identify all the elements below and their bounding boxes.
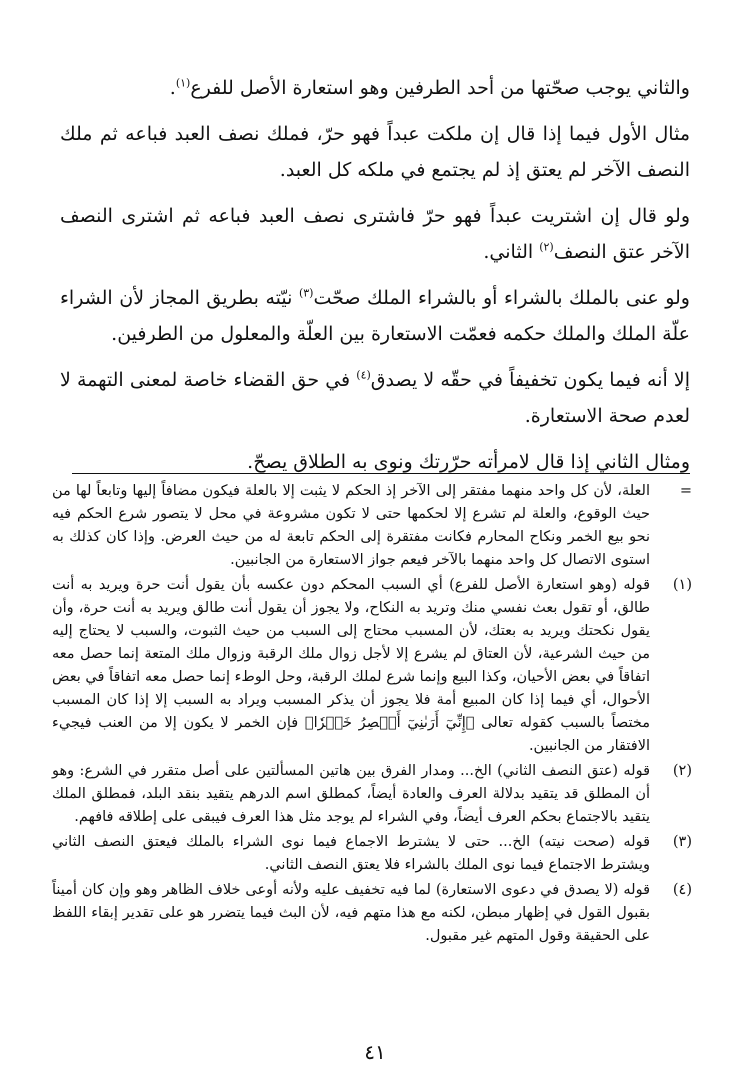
footnote-text: قوله (لا يصدق في دعوى الاستعارة) لما فيه تخفيف عليه ولأنه أوعى خلاف الظاهر وهو وإن كان أميناً بقبول القول في إظهار مبطن، لكنه مع هذا متهم فيه، لأن البث فيما يتضرر هو على تقدير إبقاء اللفظ على الحقيقة وقول المتهم غير مقبول. xyxy=(52,882,650,944)
footnote-text: قوله (عتق النصف الثاني) الخ... ومدار الفرق بين هاتين المسألتين على أصل متقرر في الشرع: وهو أن المطلق قد يتقيد بدلالة العرف والعادة أيضاً، كمطلق اسم الدرهم يتقيد بنقد البلد، فمطلق الملك يتقيد بالاجتماع بحكم العرف أيضاً، وفي الشراء لم يوجد مثل هذا العرف فيبقى على إطلاقه فافهم. xyxy=(52,763,651,825)
footnote-4 xyxy=(52,879,692,948)
footnote-text: العلة، لأن كل واحد منهما مفتقر إلى الآخر إذ الحكم لا يثبت إلا بالعلة فيكون مضافاً إليها وتابعاً لها من حيث الوقوع، والعلة لم تشرع إلا لحكمها حتى لا تكون مشروعة في محل لا يتصور شرع الحكم فيه نحو بيع الخمر ونكاح المحارم فكانت مفتقرة إلى الحكم تابعة له من حيث العرض. وإذا كان كذلك به استوى الاتصال كل واحد منهما بالآخر فيعم جواز الاستعارة من الجانبين. xyxy=(52,483,650,568)
footnote-marker: (١) xyxy=(672,577,692,593)
footnote-marker: (٢) xyxy=(672,763,692,779)
main-paragraph-6: ومثال الثاني إذا قال لامرأته حرّرتك ونوى به الطلاق يصحّ. xyxy=(247,451,690,473)
footnote-2 xyxy=(52,760,692,829)
main-paragraph-4: ولو عنى بالملك بالشراء أو بالشراء الملك صحّت$^{(٣)}$ نيّته بطريق المجاز لأن الشراء علّة الملك والملك حكمه فعمّت الاستعارة بين العلّة والمعلول من الطرفين. xyxy=(60,286,690,345)
footnote-ref-1[interactable]: (١) xyxy=(175,76,191,90)
footnote-ref-4[interactable]: (٤) xyxy=(356,368,371,382)
footnote-continuation xyxy=(52,480,692,572)
footnote-marker: (٣) xyxy=(672,834,692,850)
footnote-marker: (٤) xyxy=(672,882,692,898)
main-text xyxy=(60,70,690,490)
main-paragraph-2: مثال الأول فيما إذا قال إن ملكت عبداً فهو حرّ، فملك نصف العبد فباعه ثم ملك النصف الآخر لم يعتق إذ لم يجتمع في ملكه كل العبد. xyxy=(60,123,690,181)
main-paragraph-3: ولو قال إن اشتريت عبداً فهو حرّ فاشترى نصف العبد فباعه ثم اشترى النصف الآخر عتق النصف$^{(٢)}$ الثاني. xyxy=(60,205,690,263)
footnote-text: قوله (صحت نيته) الخ... حتى لا يشترط الاجماع فيما نوى الشراء بالملك فيعتق النصف الثاني ويشترط الاجتماع فيما نوى الملك بالشراء فلا يعتق النصف الثاني. xyxy=(52,834,650,873)
main-paragraph-1: والثاني يوجب صحّتها من أحد الطرفين وهو استعارة الأصل للفرع$^{(١)}$. xyxy=(169,76,690,99)
footnote-text: قوله (وهو استعارة الأصل للفرع) أي السبب المحكم دون عكسه بأن يقول أنت حرة ويريد به أنت طالق، أو تقول بعث نفسي منك وتريد به النكاح، ولا يجوز أن يقول أنت طالق ويريد به أنت حرة، وأن يقول نكحتك ويريد به بعتك، لأن المسبب محتاج إلى السبب من حيث الثبوت، والسبب لا يحتاج إليه من حيث الشرعية، لأن العتاق لم يشرع إلا لأجل زوال ملك الرقبة وزوال ملك المتعة إنما حصل معه اتفاقاً في بعض الأحيان، وكذا البيع وإنما شرع لملك الرقبة، وحل الوطء إنما حصل معه اتفاقاً في بعض الأحوال، أي فيما إذا كان المبيع أمة فلا يجوز أن يذكر المسبب ويراد به السبب إلا إذا كان المسبب مختصاً بالسبب كقوله تعالى ﴿إِنِّيٓ أَرَىٰنِيٓ أَعۡصِرُ خَمۡرٗا﴾ فإن الخمر لا يكون إلا من العنب فيجيء الافتقار من الجانبين. xyxy=(52,577,650,754)
footnote-ref-3[interactable]: (٣) xyxy=(298,286,314,300)
footnotes xyxy=(52,480,692,950)
main-paragraph-5: إلا أنه فيما يكون تخفيفاً في حقّه لا يصدق$^{(٤)}$ في حق القضاء خاصة لمعنى التهمة لا لعدم صحة الاستعارة. xyxy=(60,368,690,427)
footnote-ref-2[interactable]: (٢) xyxy=(539,240,554,254)
footnote-3 xyxy=(52,831,692,877)
footnote-marker: = xyxy=(679,483,692,499)
page-number: ٤١ xyxy=(364,1040,386,1064)
footnote-separator xyxy=(72,473,690,474)
footnote-1 xyxy=(52,574,692,758)
